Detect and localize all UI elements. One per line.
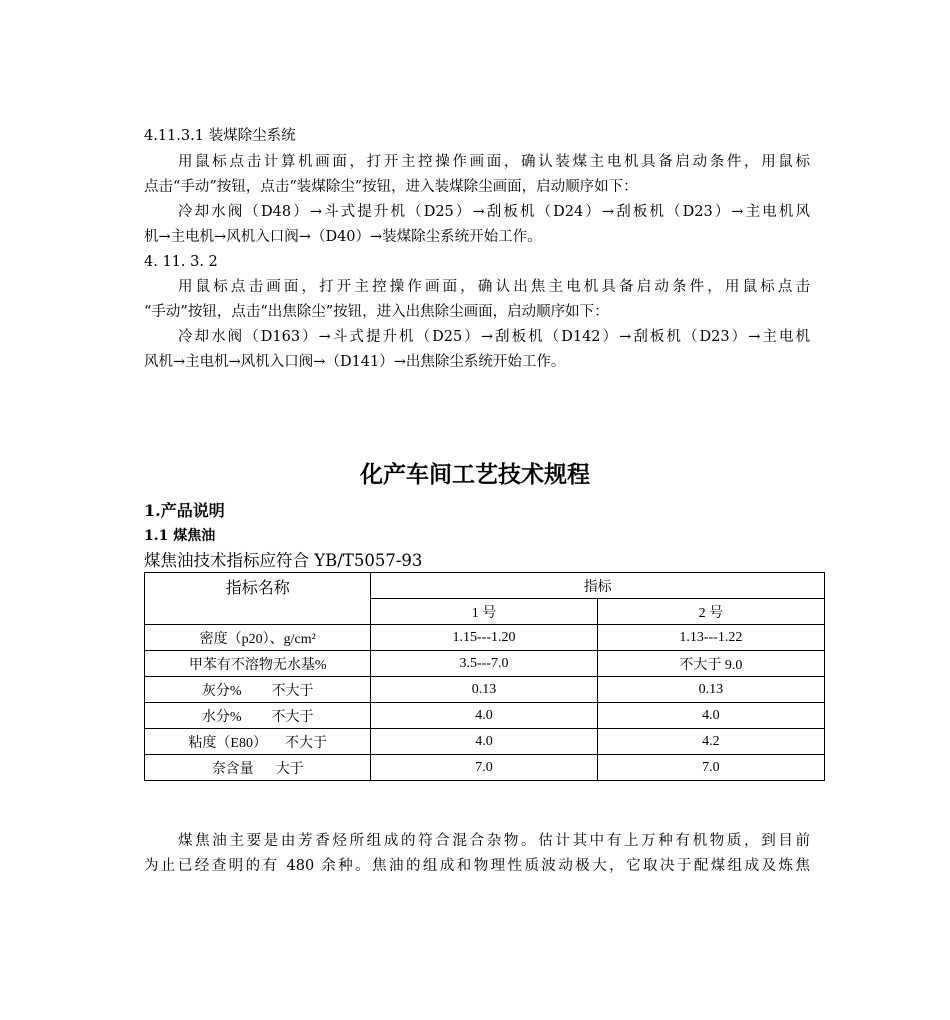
grade-1-value: 1.15---1.20 [371,625,597,651]
heading-product-description: 1.产品说明 [144,501,225,520]
grade-1-value: 4.0 [371,703,597,729]
row-name: 奈含量 [211,761,254,777]
heading-coal-tar: 1.1 煤焦油 [144,528,216,544]
table-caption: 煤焦油技术指标应符合 YB/T5057-93 [144,551,423,570]
paragraph-line: 冷却水阀（D163）→斗式提升机（D25）→刮板机（D142）→刮板机（D23）→主电机 [178,329,810,345]
grade-2-value: 1.13---1.22 [597,625,824,651]
row-name-cell [145,729,371,755]
paragraph-line: 机→主电机→风机入口阀→（D40）→装煤除尘系统开始工作。 [144,229,542,245]
grade-1-value: 0.13 [371,677,597,703]
section-heading-4-11-3-2: 4. 11. 3. 2 [144,254,218,270]
grade-1-value: 3.5---7.0 [371,651,597,677]
grade-1-value: 7.0 [371,755,597,781]
table-row [145,651,825,677]
row-limit: 大于 [275,761,304,777]
paragraph-line: 煤焦油主要是由芳香烃所组成的符合混合杂物。估计其中有上万种有机物质，到目前 [178,833,810,849]
paragraph-line: 点击“手动”按钮，点击“装煤除尘”按钮，进入装煤除尘画面，启动顺序如下： [144,179,638,195]
coal-tar-spec-table [144,572,825,781]
grade-2-value: 4.0 [597,703,824,729]
paragraph-line: 冷却水阀（D48）→斗式提升机（D25）→刮板机（D24）→刮板机（D23）→主电机风 [178,204,810,220]
grade-1-value: 4.0 [371,729,597,755]
header-grade-1: 1 号 [371,599,597,625]
row-name: 灰分% [201,683,242,699]
row-limit: 不大于 [271,683,314,699]
row-name: 甲苯有不溶物无水基% [188,657,327,673]
row-name: 粘度（E80） [188,735,267,751]
row-limit: 不大于 [284,735,327,751]
grade-2-value: 4.2 [597,729,824,755]
row-name-cell [145,651,371,677]
row-limit: 不大于 [271,709,314,725]
section-heading-4-11-3-1: 4.11.3.1 装煤除尘系统 [144,128,296,144]
table-row [145,729,825,755]
table-row [145,703,825,729]
grade-2-value: 不大于 9.0 [597,651,824,677]
paragraph-line: 用鼠标点击画面，打开主控操作画面，确认出焦主电机具备启动条件，用鼠标点击 [178,279,810,295]
document-title: 化产车间工艺技术规程 [360,462,590,488]
table-header-row [145,573,825,599]
header-indicator: 指标 [371,573,825,599]
row-name: 密度（p20）、g/cm² [199,631,316,647]
paragraph-line: “手动”按钮，点击“出焦除尘”按钮，进入出焦除尘画面，启动顺序如下： [144,304,609,320]
row-name-cell [145,625,371,651]
paragraph-line: 为止已经查明的有 480 余种。焦油的组成和物理性质波动极大，它取决于配煤组成及炼焦 [144,858,810,874]
paragraph-line: 用鼠标点击计算机画面，打开主控操作画面，确认装煤主电机具备启动条件，用鼠标 [178,154,810,170]
table-row [145,677,825,703]
row-name: 水分% [201,709,242,725]
paragraph-line: 风机→主电机→风机入口阀→（D141）→出焦除尘系统开始工作。 [144,354,566,370]
header-grade-2: 2 号 [597,599,824,625]
grade-2-value: 0.13 [597,677,824,703]
grade-2-value: 7.0 [597,755,824,781]
row-name-cell [145,755,371,781]
table-row [145,625,825,651]
table-row [145,755,825,781]
row-name-cell [145,703,371,729]
header-indicator-name: 指标名称 [145,573,371,625]
row-name-cell [145,677,371,703]
